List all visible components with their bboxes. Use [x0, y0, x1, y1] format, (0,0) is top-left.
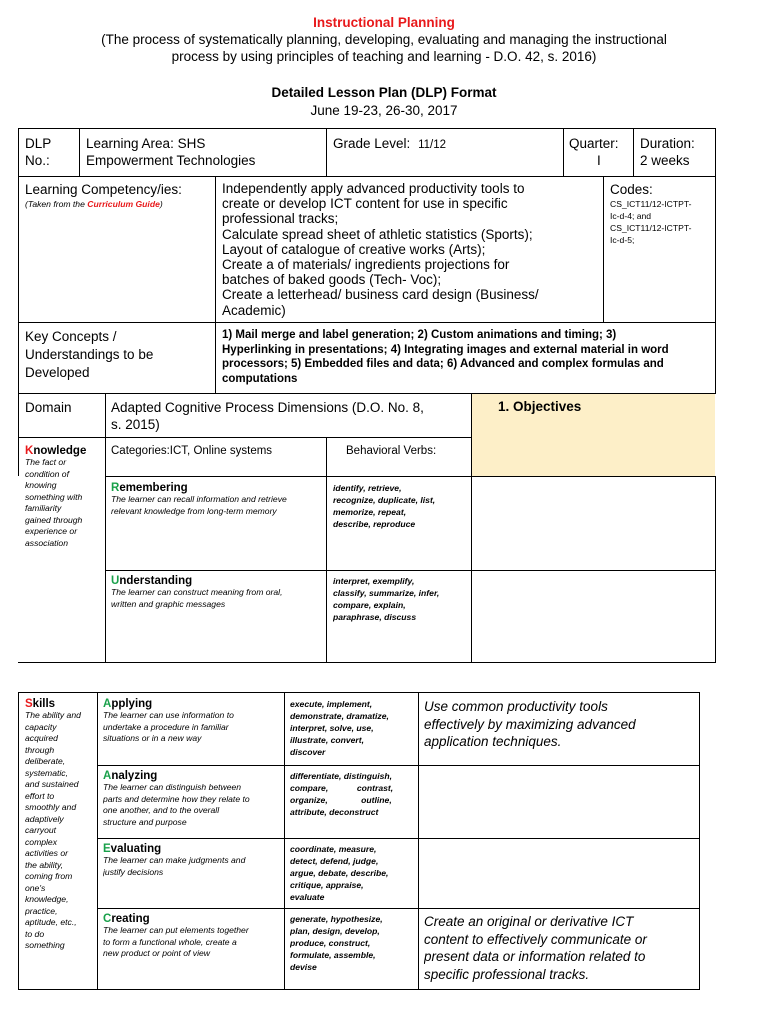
code-line: CS_ICT11/12-ICTPT- — [610, 223, 692, 233]
analyzing-heading — [103, 770, 282, 782]
knowledge-desc-line: association — [25, 537, 68, 548]
evaluating-desc-line: justify decisions — [103, 866, 164, 877]
codes-list — [610, 198, 714, 246]
skills-desc-line: deliberate, — [25, 756, 66, 766]
verb-line: demonstrate, dramatize, — [290, 711, 389, 721]
applying-desc-line: situations or in a new way — [103, 733, 202, 743]
competency-label: Learning Competency/ies: — [25, 182, 182, 197]
verb-line: interpret, solve, use, — [290, 723, 374, 733]
remembering-desc-line: The learner can recall information and retrieve — [111, 494, 287, 504]
categories-label: Categories:ICT, Online systems — [111, 445, 273, 457]
understanding-desc-line: written and graphic messages — [111, 598, 226, 609]
skills-desc-line: aptitude, etc., — [25, 917, 77, 927]
objective-line: effectively by maximizing advanced — [424, 716, 636, 732]
subtitle-line-2: process by using principles of teaching and learning - D.O. 42, s. 2016) — [171, 49, 597, 64]
remembering-initial: R — [111, 482, 120, 494]
competency-list — [222, 181, 602, 318]
competency-line: Independently apply advanced productivity tools to — [222, 181, 525, 196]
behavioral-verbs-label: Behavioral Verbs: — [346, 445, 437, 457]
verb-line: detect, defend, judge, — [290, 856, 379, 866]
creating-objective — [424, 913, 697, 983]
key-concepts-label — [25, 328, 213, 382]
learning-area — [86, 135, 324, 169]
applying-initial: A — [103, 698, 112, 710]
skills-desc-line: and sustained — [25, 779, 79, 789]
evaluating-verbs — [290, 843, 416, 903]
verb-line: critique, appraise, — [290, 880, 364, 890]
understanding-rest: nderstanding — [119, 575, 193, 587]
creating-cell — [103, 913, 282, 960]
applying-cell — [103, 698, 282, 745]
evaluating-heading — [103, 843, 282, 855]
grade-level-value: 11/12 — [418, 139, 446, 151]
verb-line: generate, hypothesize, — [290, 914, 383, 924]
verb-line: formulate, assemble, — [290, 950, 376, 960]
competency-line: Academic) — [222, 302, 286, 318]
key-concepts-line: 1) Mail merge and label generation; 2) Custom animations and timing; 3) — [222, 329, 617, 341]
key-concepts-label-line: Understandings to be — [25, 347, 154, 362]
dimensions-line1: Adapted Cognitive Process Dimensions (D.O. No. 8, — [111, 400, 424, 415]
evaluating-description — [103, 855, 282, 878]
knowledge-desc-line: experience or — [25, 526, 78, 536]
remembering-rest: emembering — [119, 482, 188, 494]
verb-line: describe, reproduce — [333, 519, 416, 529]
objective-line: application techniques. — [424, 734, 562, 749]
verb-line: recognize, duplicate, list, — [333, 495, 436, 505]
curriculum-guide-link: Curriculum Guide — [87, 199, 160, 209]
skills-description — [25, 710, 95, 952]
applying-heading — [103, 698, 282, 710]
evaluating-initial: E — [103, 843, 111, 855]
knowledge-desc-line: knowing — [25, 480, 57, 490]
creating-rest: reating — [111, 913, 150, 925]
skills-desc-line: smoothly and — [25, 802, 77, 812]
knowledge-desc-line: condition of — [25, 468, 69, 479]
objective-line: present data or information related to — [424, 949, 646, 964]
skills-desc-line: coming from — [25, 871, 73, 881]
applying-rest: pplying — [111, 698, 153, 710]
creating-heading — [103, 913, 282, 925]
competency-line: Layout of catalogue of creative works (Arts); — [222, 241, 486, 257]
page-title: Instructional Planning — [313, 15, 455, 30]
quarter-label: Quarter: — [569, 136, 619, 151]
note-prefix: (Taken from the — [25, 199, 88, 209]
objective-line: content to effectively communicate or — [424, 931, 647, 947]
duration-value: 2 weeks — [640, 153, 690, 168]
applying-objective — [424, 698, 697, 751]
understanding-cell — [111, 575, 324, 610]
key-concepts-line: Hyperlinking in presentations; 4) Integrating images and external material in word — [222, 343, 669, 356]
knowledge-desc-line: gained through — [25, 514, 83, 525]
dlp-format-title: Detailed Lesson Plan (DLP) Format — [271, 85, 497, 100]
dlp-label-line2: No.: — [25, 153, 50, 168]
creating-description — [103, 925, 282, 960]
verb-line: differentiate, distinguish, — [290, 771, 393, 781]
verb-line: argue, debate, describe, — [290, 868, 389, 878]
remembering-description — [111, 494, 324, 517]
creating-verbs — [290, 913, 416, 973]
competency-line: Create a of materials/ ingredients projections for — [222, 257, 510, 273]
analyzing-desc-line: The learner can distinguish between — [103, 782, 242, 792]
competency-line: professional tracks; — [222, 211, 339, 227]
codes-cell — [610, 181, 714, 246]
note-suffix: ) — [159, 199, 163, 209]
verb-line: discover — [290, 747, 326, 757]
verb-line: classify, summarize, infer, — [333, 588, 440, 598]
code-line: CS_ICT11/12-ICTPT- — [610, 199, 692, 209]
creating-desc-line: new product or point of view — [103, 948, 211, 958]
skills-desc-line: through — [25, 744, 55, 755]
analyzing-initial: A — [103, 770, 112, 782]
knowledge-desc-line: familiarity — [25, 503, 62, 513]
cognitive-dimensions-header — [111, 399, 469, 433]
codes-label: Codes: — [610, 182, 653, 197]
knowledge-rest: nowledge — [33, 445, 87, 457]
understanding-initial: U — [111, 575, 120, 587]
remembering-desc-line: relevant knowledge from long-term memory — [111, 505, 277, 516]
remembering-heading — [111, 482, 324, 494]
skills-desc-line: systematic, — [25, 767, 68, 778]
understanding-desc-line: The learner can construct meaning from oral, — [111, 587, 283, 597]
knowledge-desc-line: something with — [25, 491, 83, 502]
knowledge-cell — [25, 445, 103, 549]
evaluating-rest: valuating — [110, 843, 162, 855]
skills-desc-line: practice, — [25, 905, 58, 916]
skills-initial: S — [25, 698, 33, 710]
skills-desc-line: activities or — [25, 848, 68, 858]
grade-level — [333, 135, 561, 154]
verb-line: attribute, deconstruct — [290, 807, 379, 817]
analyzing-desc-line: structure and purpose — [103, 816, 187, 827]
applying-description — [103, 710, 282, 745]
verb-line: coordinate, measure, — [290, 844, 377, 854]
verb-line: compare, contrast, — [290, 783, 394, 793]
skills-desc-line: adaptively — [25, 813, 64, 824]
competency-line: batches of baked goods (Tech- Voc); — [222, 272, 442, 288]
dimensions-line2: s. 2015) — [111, 417, 160, 432]
skills-cell — [25, 698, 95, 952]
skills-desc-line: complex — [25, 836, 57, 847]
verb-line: compare, explain, — [333, 600, 406, 610]
analyzing-verbs — [290, 770, 416, 818]
analyzing-desc-line: one another, and to the overall — [103, 805, 220, 815]
skills-desc-line: effort to — [25, 790, 55, 801]
verb-line: identify, retrieve, — [333, 483, 402, 493]
objective-line: specific professional tracks. — [424, 966, 590, 982]
code-line: Ic-d-4; and — [610, 211, 652, 221]
applying-desc-line: The learner can use information to — [103, 710, 234, 720]
evaluating-desc-line: The learner can make judgments and — [103, 855, 246, 865]
duration-label: Duration: — [640, 136, 695, 151]
learning-area-line1: Learning Area: SHS — [86, 136, 206, 151]
subtitle-line-1: (The process of systematically planning, developing, evaluating and managing the instructional — [101, 32, 667, 47]
verb-line: execute, implement, — [290, 699, 373, 709]
key-concepts-text — [222, 328, 714, 386]
understanding-verbs — [333, 575, 469, 623]
dlp-dates: June 19-23, 26-30, 2017 — [310, 103, 458, 118]
verb-line: plan, design, develop, — [290, 926, 380, 936]
knowledge-initial: K — [25, 445, 34, 457]
verb-line: memorize, repeat, — [333, 507, 407, 517]
curriculum-guide-note — [25, 199, 213, 209]
knowledge-desc-line: The fact or — [25, 457, 67, 467]
creating-initial: C — [103, 913, 112, 925]
skills-desc-line: one's — [25, 882, 46, 893]
skills-desc-line: The ability and — [25, 710, 81, 720]
skills-heading — [25, 698, 95, 710]
grade-level-label: Grade Level: — [333, 136, 411, 151]
dlp-label-line1: DLP — [25, 136, 52, 151]
verb-line: interpret, exemplify, — [333, 576, 415, 586]
remembering-verbs — [333, 482, 469, 530]
objectives-heading: 1. Objectives — [498, 399, 582, 414]
skills-desc-line: the ability, — [25, 859, 64, 870]
key-concepts-line: computations — [222, 372, 298, 385]
knowledge-heading — [25, 445, 103, 457]
duration — [640, 135, 714, 169]
domain-label: Domain — [25, 400, 72, 415]
verb-line: paraphrase, discuss — [333, 612, 417, 622]
analyzing-cell — [103, 770, 282, 828]
skills-desc-line: acquired — [25, 733, 58, 743]
creating-desc-line: The learner can put elements together — [103, 925, 249, 935]
skills-desc-line: knowledge, — [25, 894, 69, 904]
analyzing-description — [103, 782, 282, 828]
code-line: Ic-d-5; — [610, 235, 635, 245]
applying-desc-line: undertake a procedure in familiar — [103, 721, 229, 732]
verb-line: evaluate — [290, 892, 325, 902]
skills-rest: kills — [32, 698, 56, 710]
quarter — [569, 135, 631, 169]
evaluating-cell — [103, 843, 282, 878]
creating-desc-line: to form a functional whole, create a — [103, 936, 237, 947]
dlp-no-label — [25, 135, 77, 169]
analyzing-rest: nalyzing — [111, 770, 158, 782]
key-concepts-line: processors; 5) Embedded files and data; 6) Advanced and complex formulas and — [222, 358, 664, 371]
analyzing-desc-line: parts and determine how they relate to — [103, 793, 250, 804]
verb-line: devise — [290, 962, 317, 972]
understanding-heading — [111, 575, 324, 587]
learning-area-line2: Empowerment Technologies — [86, 153, 256, 168]
competency-line: create or develop ICT content for use in specific — [222, 196, 508, 212]
key-concepts-label-line: Key Concepts / — [25, 329, 117, 344]
objective-line: Create an original or derivative ICT — [424, 914, 634, 929]
understanding-description — [111, 587, 324, 610]
verb-line: produce, construct, — [290, 938, 371, 948]
skills-desc-line: carryout — [25, 825, 57, 835]
skills-desc-line: to do — [25, 928, 45, 939]
key-concepts-label-line: Developed — [25, 365, 90, 380]
verb-line: illustrate, convert, — [290, 735, 365, 745]
competency-line: Calculate spread sheet of athletic statistics (Sports); — [222, 226, 533, 242]
remembering-cell — [111, 482, 324, 517]
quarter-value: I — [597, 153, 601, 168]
applying-verbs — [290, 698, 416, 758]
knowledge-description — [25, 457, 103, 549]
objective-line: Use common productivity tools — [424, 699, 608, 714]
competency-label-cell — [25, 181, 213, 209]
verb-line: organize, outline, — [290, 795, 392, 805]
competency-line: Create a letterhead/ business card design (Business/ — [222, 287, 539, 303]
skills-desc-line: something — [25, 940, 65, 950]
skills-desc-line: capacity — [25, 721, 57, 732]
